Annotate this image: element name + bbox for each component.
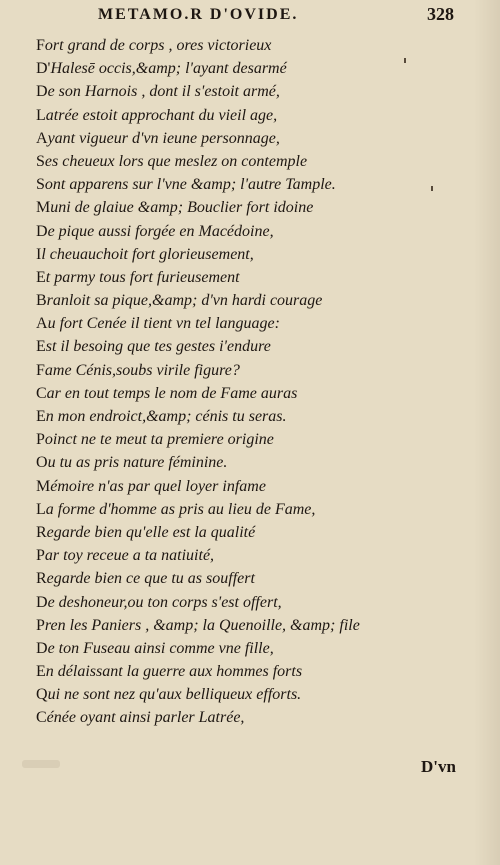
verse-line-4: Latrée estoit approchant du vieil age,: [36, 106, 278, 124]
verse-line-9: De pique aussi forgée en Macédoine,: [36, 222, 274, 240]
verse-line-15: Fame Cénis,soubs virile figure?: [36, 361, 240, 379]
verse-line-12: Branloit sa pique,&amp; d'vn hardi courage: [36, 292, 323, 310]
verse-line-16: Car en tout temps le nom de Fame auras: [36, 384, 298, 402]
verse-line-3: De son Harnois , dont il s'estoit armé,: [36, 83, 280, 101]
verse-block: [36, 34, 360, 730]
verse-line-1: Fort grand de corps , ores victorieux: [36, 37, 272, 54]
verse-line-28: En délaissant la guerre aux hommes forts: [36, 663, 303, 681]
verse-line-13: Au fort Cenée il tient vn tel language:: [36, 315, 280, 333]
verse-line-10: Il cheuauchoit fort glorieusement,: [36, 245, 254, 263]
show-through-mark: [22, 760, 60, 768]
verse-line-6: Ses cheueux lors que meslez on contemple: [36, 152, 308, 170]
verse-line-21: La forme d'homme as pris au lieu de Fame,: [36, 500, 316, 518]
verse-line-17: En mon endroict,&amp; cénis tu seras.: [36, 408, 287, 425]
verse-line-11: Et parmy tous fort furieusement: [36, 268, 240, 286]
verse-line-19: Ou tu as pris nature féminine.: [36, 454, 228, 472]
verse-line-25: De deshoneur,ou ton corps s'est offert,: [36, 593, 282, 611]
page-edge-shading: [474, 0, 500, 865]
margin-mark: [431, 186, 433, 191]
page-header: [40, 4, 476, 32]
verse-line-23: Par toy receue a ta natiuité,: [36, 547, 215, 565]
verse-line-30: Cénée oyant ainsi parler Latrée,: [36, 709, 245, 727]
catchword: D'vn: [421, 757, 456, 776]
running-title: METAMO.R D'OVIDE.: [98, 6, 299, 23]
verse-line-18: Poinct ne te meut ta premiere origine: [36, 431, 274, 449]
verse-line-27: De ton Fuseau ainsi comme vne fille,: [36, 639, 274, 657]
verse-line-7: Sont apparens sur l'vne &amp; l'autre Tample.: [36, 176, 336, 194]
verse-line-8: Muni de glaiue &amp; Bouclier fort idoine: [36, 199, 314, 217]
verse-line-20: Mémoire n'as par quel loyer infame: [36, 477, 266, 495]
verse-line-2: D'Halesē occis,&amp; l'ayant desarmé: [36, 60, 287, 78]
margin-mark: [404, 58, 406, 63]
verse-line-26: Pren les Paniers , &amp; la Quenoille, &amp; file: [36, 616, 360, 634]
verse-line-29: Qui ne sont nez qu'aux belliqueux efforts.: [36, 686, 302, 704]
page-number: 328: [427, 4, 454, 24]
verse-line-14: Est il besoing que tes gestes i'endure: [36, 338, 271, 356]
verse-line-22: Regarde bien qu'elle est la qualité: [36, 523, 256, 541]
verse-line-5: Ayant vigueur d'vn ieune personnage,: [36, 129, 280, 147]
verse-line-24: Regarde bien ce que tu as souffert: [36, 570, 255, 588]
